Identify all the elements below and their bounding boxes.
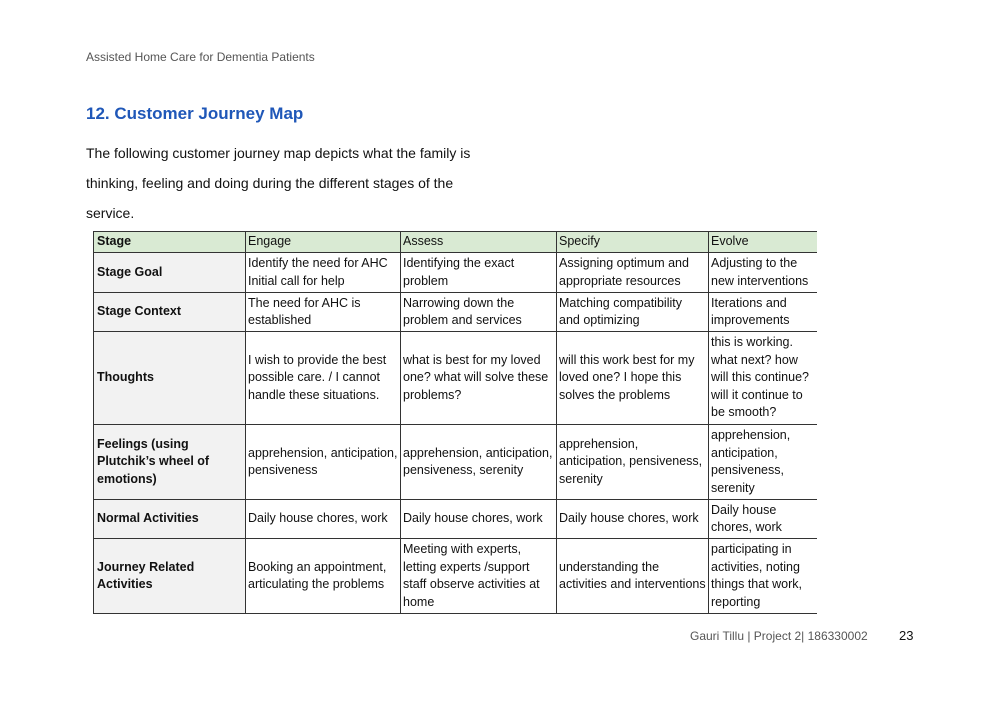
- section-title: 12. Customer Journey Map: [86, 104, 304, 123]
- row-label: Normal Activities: [94, 500, 246, 539]
- table-cell: apprehension, anticipation, pensiveness, serenity: [709, 425, 817, 500]
- table-cell: apprehension, anticipation, pensiveness: [246, 425, 401, 500]
- table-cell: Specify: [557, 232, 709, 253]
- table-row-stage-goal: [94, 253, 817, 293]
- table-cell: Identifying the exact problem: [401, 253, 557, 293]
- table-cell: Assess: [401, 232, 557, 253]
- table-cell: apprehension, anticipation, pensiveness, serenity: [557, 425, 709, 500]
- footer-author: Gauri Tillu | Project 2| 186330002: [690, 629, 868, 643]
- intro-paragraph: The following customer journey map depicts what the family is thinking, feeling and doing during the different stages of the service.: [86, 145, 471, 221]
- table-cell: Iterations and improvements: [709, 293, 817, 332]
- table-cell: Daily house chores, work: [557, 500, 709, 539]
- table-cell: what is best for my loved one? what will solve these problems?: [401, 332, 557, 425]
- row-label: Thoughts: [94, 332, 246, 425]
- running-header: Assisted Home Care for Dementia Patients: [86, 50, 315, 64]
- table-row-stage-context: [94, 293, 817, 332]
- table-row-stage: [94, 232, 817, 253]
- table-cell: Meeting with experts, letting experts /support staff observe activities at home: [401, 539, 557, 614]
- table-cell: Daily house chores, work: [401, 500, 557, 539]
- table-cell: Booking an appointment, articulating the problems: [246, 539, 401, 614]
- table-cell: Daily house chores, work: [709, 500, 817, 539]
- row-label: Stage: [94, 232, 246, 253]
- table-row-thoughts: [94, 332, 817, 425]
- table-cell: will this work best for my loved one? I hope this solves the problems: [557, 332, 709, 425]
- table-cell: this is working. what next? how will this continue? will it continue to be smooth?: [709, 332, 817, 425]
- table-cell: Matching compatibility and optimizing: [557, 293, 709, 332]
- table-cell: understanding the activities and interventions: [557, 539, 709, 614]
- row-label: Journey Related Activities: [94, 539, 246, 614]
- table-cell: Daily house chores, work: [246, 500, 401, 539]
- table-cell: Narrowing down the problem and services: [401, 293, 557, 332]
- table-row-feelings: [94, 425, 817, 500]
- row-label: Stage Context: [94, 293, 246, 332]
- table-cell: Assigning optimum and appropriate resources: [557, 253, 709, 293]
- table-cell: Evolve: [709, 232, 817, 253]
- row-label: Feelings (using Plutchik’s wheel of emotions): [94, 425, 246, 500]
- table-row-journey-activities: [94, 539, 817, 614]
- row-label: Stage Goal: [94, 253, 246, 293]
- table-cell: I wish to provide the best possible care. / I cannot handle these situations.: [246, 332, 401, 425]
- table-cell: The need for AHC is established: [246, 293, 401, 332]
- customer-journey-table: [93, 231, 817, 614]
- table-cell: Engage: [246, 232, 401, 253]
- table-row-normal-activities: [94, 500, 817, 539]
- table-cell: Adjusting to the new interventions: [709, 253, 817, 293]
- page-number: 23: [899, 628, 914, 643]
- table-cell: participating in activities, noting things that work, reporting: [709, 539, 817, 614]
- table-cell: apprehension, anticipation, pensiveness, serenity: [401, 425, 557, 500]
- table-cell: Identify the need for AHC Initial call for help: [246, 253, 401, 293]
